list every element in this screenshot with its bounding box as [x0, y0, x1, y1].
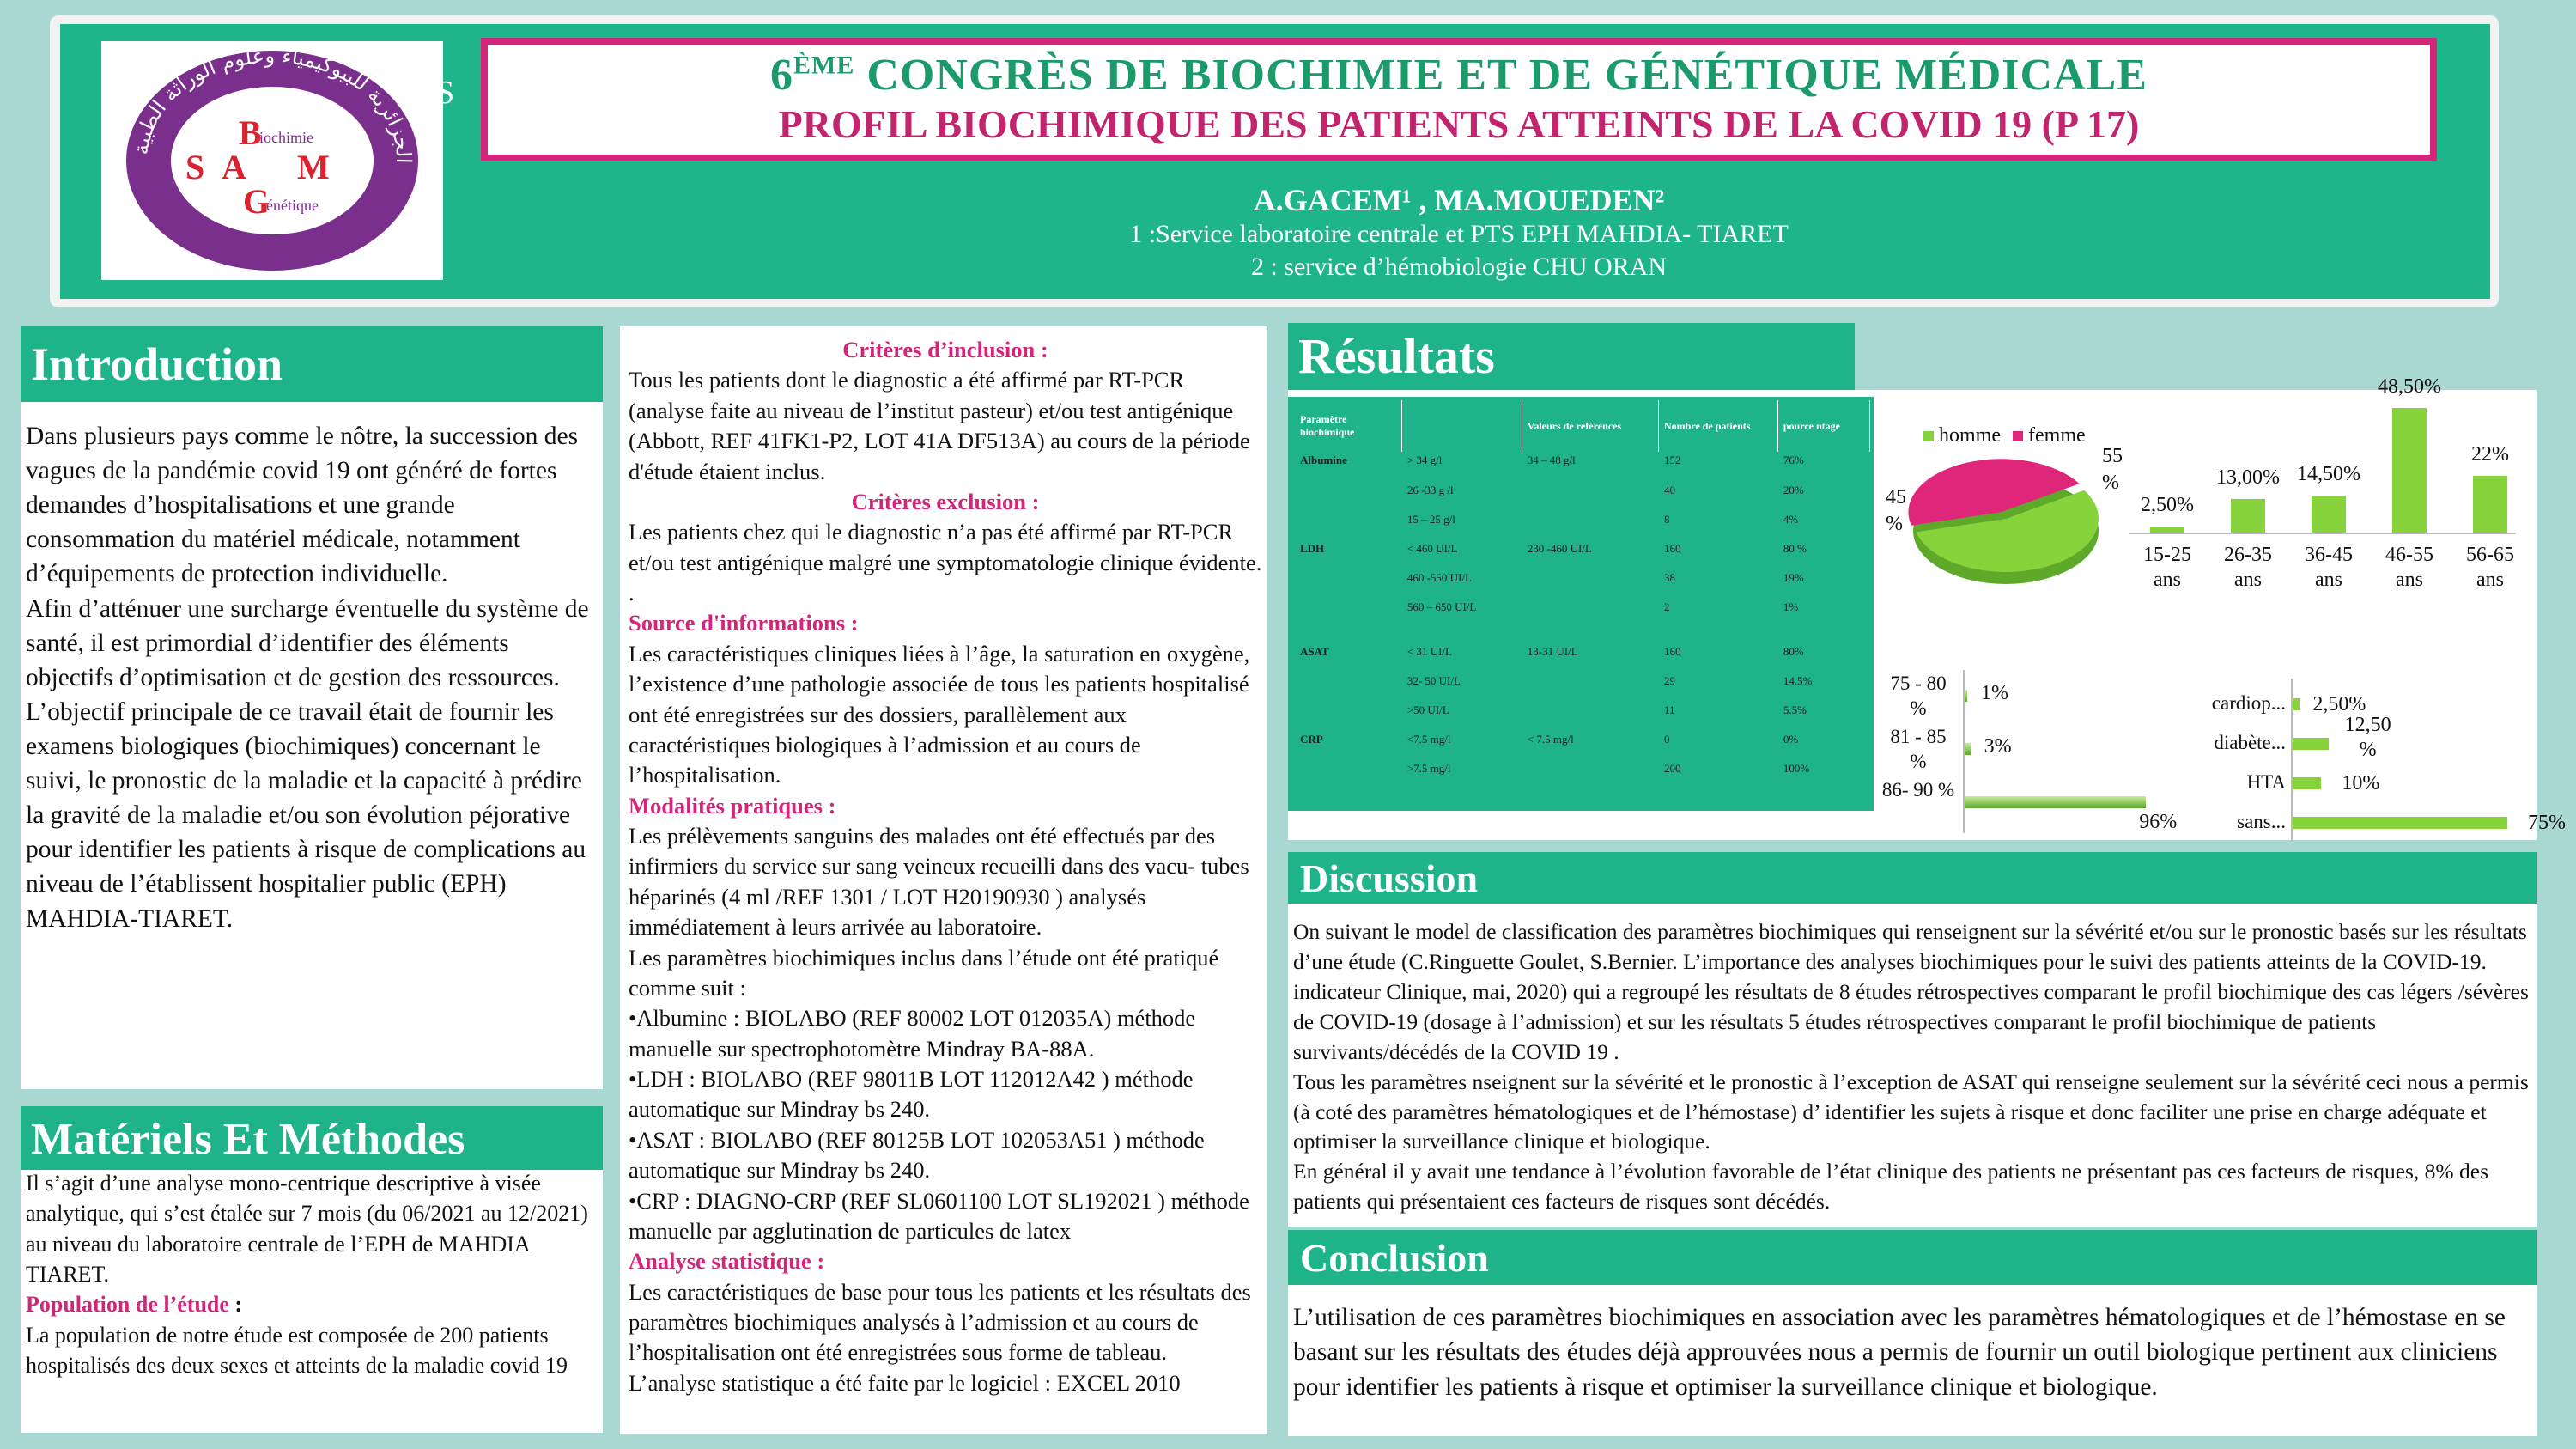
table-cell: >50 UI/L — [1401, 701, 1522, 730]
table-cell: CRP — [1295, 730, 1401, 759]
comorbidity-bar-chart — [2198, 679, 2566, 842]
saturation-category-label: 75 - 80 % — [1890, 673, 1947, 719]
table-cell: 4% — [1777, 510, 1869, 539]
table-cell — [1295, 481, 1401, 510]
comorbidity-bar — [2293, 817, 2507, 829]
legend-label-femme: femme — [2028, 424, 2086, 447]
comorbidity-bar-label: 12,50 % — [2344, 714, 2391, 761]
table-cell: 29 — [1659, 672, 1778, 701]
results-table — [1295, 400, 1870, 789]
table-cell: < 7.5 mg/l — [1522, 730, 1658, 759]
age-bar — [2231, 499, 2265, 533]
table-row — [1295, 481, 1870, 510]
table-cell: 26 -33 g /l — [1401, 481, 1522, 510]
age-category-label: 15-25 ans — [2143, 544, 2191, 591]
title-box — [481, 38, 2437, 161]
conclusion-heading: Conclusion — [1288, 1230, 2537, 1285]
pie-label-homme: 55 % — [2102, 445, 2123, 495]
discussion-heading: Discussion — [1288, 852, 2537, 904]
table-cell: 76% — [1777, 452, 1869, 481]
table-row — [1295, 701, 1870, 730]
discussion-body: On suivant le model de classification des paramètres biochimiques qui renseignent sur la sévérité et/ou sur le pronostic basés sur les résultats d’une étude (C.Ringuette Goulet, S.Bernier. L’importance des analyses biochimiques pour le suivi des patients atteints de la COVID-19. indicateur Clinique, mai, 2020) qui a regroupé les résultats de 8 études rétrospectives comparant le profil biochimique des cas légers /sévères de COVID-19 (dosage à l’admission) et sur les résultats 5 études rétrospectives comparant le profil biochimique de patients survivants/décédés de la COVID 19 . Tous les paramètres nseignent sur la sévérité et le pronostic à l’exception de ASAT qui renseigne seulement sur la sévérité ceci nous a permis (à coté des paramètres hématologiques et de l’hémostase) d’ identifier les sujets à risque et donc faciliter une prise en charge adéquate et optimiser la surveillance clinique et biologique. En général il y avait une tendance à l’évolution favorable de l’état clinique des patients ne présentant pas ces facteurs de risques, 8% des patients qui présentaient ces facteurs de risques sont décédés. — [1293, 919, 2529, 1215]
table-row — [1295, 452, 1870, 481]
table-cell: ASAT — [1295, 642, 1401, 672]
pie-legend — [1923, 424, 2086, 447]
exclusion-heading: Critères exclusion : — [851, 488, 1040, 514]
saturation-bar-label: 3% — [1984, 735, 2012, 758]
comorbidity-category-label: HTA — [2246, 771, 2286, 793]
age-bar-label: 2,50% — [2141, 493, 2194, 516]
table-row — [1295, 730, 1870, 759]
modalities-text: Les prélèvements sanguins des malades ont été effectués par des infirmiers du service sur sang veineux recueilli dans des vacu- tubes héparinés (4 ml /REF 1301 / LOT H20190930 ) analysés immédiatement à leurs arrivée au laboratoire. Les paramètres biochimiques inclus dans l’étude ont été pratiqué comme suit : •Albumine : BIOLABO (REF 80002 LOT 012035A) méthode manuelle sur spectrophotomètre Mindray BA-88A. •LDH : BIOLABO (REF 98011B LOT 112012A42 ) méthode automatique sur Mindray bs 240. •ASAT : BIOLABO (REF 80125B LOT 102053A51 ) méthode automatique sur Mindray bs 240. •CRP : DIAGNO-CRP (REF SL0601100 LOT SL192021 ) méthode manuelle par agglutination de particules de latex — [629, 823, 1249, 1244]
affiliation-1: 1 :Service laboratoire centrale et PTS EPH MAHDIA- TIARET — [1129, 220, 1789, 248]
table-row — [1295, 539, 1870, 569]
table-cell — [1522, 510, 1658, 539]
table-cell: 160 — [1659, 642, 1778, 672]
table-cell — [1295, 759, 1401, 788]
age-bar — [2473, 476, 2507, 533]
population-heading: Population de l’étude — [26, 1292, 229, 1318]
logo-side-letter: S — [436, 75, 455, 111]
saturation-bar-label: 96% — [2139, 811, 2178, 833]
table-cell — [1295, 569, 1401, 598]
table-cell — [1295, 701, 1401, 730]
svg-text:B: B — [239, 113, 262, 152]
table-cell — [1522, 598, 1658, 642]
affiliation-2: 2 : service d’hémobiologie CHU ORAN — [1250, 253, 1668, 281]
age-category-label: 46-55 ans — [2385, 544, 2433, 591]
table-row — [1295, 642, 1870, 672]
authors: A.GACEM¹ , MA.MOUEDEN² — [1253, 183, 1665, 217]
table-row — [1295, 569, 1870, 598]
svg-text:G: G — [243, 182, 270, 221]
age-bar — [2392, 408, 2427, 533]
table-cell: 40 — [1659, 481, 1778, 510]
inclusion-text: Tous les patients dont le diagnostic a été affirmé par RT-PCR (analyse faite au niveau de l’institut pasteur) et/ou test antigénique (Abbott, REF 41FK1-P2, LOT 41A DF513A) au cours de la période d'étude étaient inclus. — [629, 367, 1250, 484]
saturation-category-label: 81 - 85 % — [1890, 726, 1947, 772]
table-cell: <7.5 mg/l — [1401, 730, 1522, 759]
table-cell: < 460 UI/L — [1401, 539, 1522, 569]
age-category-label: 56-65 ans — [2466, 544, 2514, 591]
table-cell — [1522, 759, 1658, 788]
logo-emblem — [101, 41, 443, 280]
table-cell: < 31 UI/L — [1401, 642, 1522, 672]
age-category-label: 26-35 ans — [2224, 544, 2272, 591]
age-category-label: 36-45 ans — [2305, 544, 2353, 591]
table-cell: 19% — [1777, 569, 1869, 598]
svg-text:S: S — [185, 148, 205, 186]
table-header-cell — [1401, 400, 1522, 452]
table-cell: > 34 g/l — [1401, 452, 1522, 481]
table-cell: 200 — [1659, 759, 1778, 788]
table-row — [1295, 672, 1870, 701]
svg-text:iochimie: iochimie — [259, 129, 313, 146]
table-cell: 5.5% — [1777, 701, 1869, 730]
table-cell: 13-31 UI/L — [1522, 642, 1658, 672]
saturation-bar — [1965, 690, 1967, 702]
table-cell: 32- 50 UI/L — [1401, 672, 1522, 701]
comorbidity-bar — [2293, 738, 2329, 750]
table-cell: 2 — [1659, 598, 1778, 642]
pie-slices — [1908, 459, 2099, 584]
table-cell: Albumine — [1295, 452, 1401, 481]
table-cell: 34 – 48 g/l — [1522, 452, 1658, 481]
statistics-text: Les caractéristiques de base pour tous les patients et les résultats des paramètres biochimiques analysés à l’admission et au cours de l’hospitalisation ont été enregistrées sous forme de tableau. L’analyse statistique a été faite par le logiciel : EXCEL 2010 — [629, 1278, 1251, 1396]
comorbidity-bar-label: 2,50% — [2312, 693, 2366, 715]
table-cell: 0 — [1659, 730, 1778, 759]
population-heading-line — [26, 1289, 601, 1319]
table-cell — [1295, 510, 1401, 539]
table-header-cell: Valeurs de références — [1522, 400, 1658, 452]
pie-label-femme: 45 % — [1886, 486, 1906, 536]
poster-title: PROFIL BIOCHIMIQUE DES PATIENTS ATTEINTS DE LA COVID 19 (P 17) — [778, 102, 2140, 146]
methods-heading: Matériels Et Méthodes — [21, 1106, 603, 1170]
age-bar — [2150, 527, 2184, 533]
modalities-heading: Modalités pratiques : — [629, 792, 836, 819]
legend-swatch-femme — [2013, 431, 2023, 441]
svg-text:M: M — [297, 148, 330, 186]
saturation-bar — [1965, 743, 1971, 755]
table-header-cell: Nombre de patients — [1659, 400, 1778, 452]
table-cell: 560 – 650 UI/L — [1401, 598, 1522, 642]
inclusion-heading: Critères d’inclusion : — [842, 337, 1048, 362]
age-bar — [2312, 496, 2346, 533]
table-header-cell: pource ntage — [1777, 400, 1869, 452]
table-body — [1295, 452, 1870, 788]
table-cell — [1522, 701, 1658, 730]
age-bar-label: 14,50% — [2297, 462, 2360, 485]
table-cell: LDH — [1295, 539, 1401, 569]
table-row — [1295, 510, 1870, 539]
table-cell: 11 — [1659, 701, 1778, 730]
introduction-body: Dans plusieurs pays comme le nôtre, la succession des vagues de la pandémie covid 19 ont généré de fortes demandes d’hospitalisations et une grande consommation du matériel médicale, notamment d’équipements de protection individuelle. Afin d’atténuer une surcharge éventuelle du système de santé, il est primordial d’identifier des éléments objectifs d’optimisation et de gestion des ressources. L’objectif principale de ce travail était de fournir les examens biologiques (biochimiques) concernant le suivi, le pronostic de la maladie et la capacité à prédire la gravité de la maladie et/ou son évolution péjorative pour identifier les patients à risque de complications au niveau de l’établissent hospitalier public (EPH) MAHDIA-TIARET. — [26, 423, 589, 933]
age-bar-label: 22% — [2471, 443, 2509, 466]
table-cell: 14.5% — [1777, 672, 1869, 701]
table-cell: 230 -460 UI/L — [1522, 539, 1658, 569]
legend-label-homme: homme — [1939, 424, 2001, 447]
congress-title: 6ÈME CONGRÈS DE BIOCHIMIE ET DE GÉNÉTIQUE MÉDICALE — [770, 51, 2148, 100]
table-header-row — [1295, 400, 1870, 452]
table-cell: 0% — [1777, 730, 1869, 759]
table-cell: 80% — [1777, 642, 1869, 672]
table-cell: 1% — [1777, 598, 1869, 642]
table-row — [1295, 598, 1870, 642]
saturation-bar — [1965, 796, 2146, 808]
saturation-category-label: 86- 90 % — [1881, 779, 1955, 801]
statistics-heading: Analyse statistique : — [629, 1248, 825, 1275]
source-heading: Source d'informations : — [629, 610, 859, 636]
svg-text:A: A — [222, 148, 246, 186]
conclusion-body: L’utilisation de ces paramètres biochimiques en association avec les paramètres hématologiques et de l’hémostase en se basant sur les résultats des études déjà approuvées nous a permis de fournir un outil biologique pertinent aux cliniciens pour identifier les patients à risque et optimiser la surveillance clinique et biologique. — [1293, 1304, 2506, 1401]
age-axis — [2129, 533, 2516, 534]
table-cell: 20% — [1777, 481, 1869, 510]
table-cell: 8 — [1659, 510, 1778, 539]
legend-swatch-homme — [1923, 431, 1934, 441]
comorbidity-bar — [2293, 777, 2321, 789]
svg-text:énétique: énétique — [266, 197, 319, 214]
population-heading-colon: : — [228, 1292, 243, 1318]
table-cell — [1522, 569, 1658, 598]
exclusion-text: Les patients chez qui le diagnostic n’a pas été affirmé par RT-PCR et/ou test antigénique malgré une symptomatologie clinique évidente. . — [629, 519, 1262, 606]
table-header-cell: Paramètre biochimique — [1295, 400, 1401, 452]
comorbidity-bar-label: 75% — [2528, 812, 2566, 834]
methods-text: Il s’agit d’une analyse mono-centrique descriptive à visée analytique, qui s’est étalée sur 7 mois (du 06/2021 au 12/2021) au niveau du laboratoire centrale de l’EPH de MAHDIA TIARET. — [26, 1171, 588, 1288]
results-heading: Résultats — [1288, 323, 1855, 390]
table-cell — [1522, 481, 1658, 510]
table-cell: >7.5 mg/l — [1401, 759, 1522, 788]
saturation-bar-label: 1% — [1981, 682, 2008, 704]
svg-text:الجمعية الجزائرية للبيوكيمياء: الجزائرية للبيوكيمياء وعلوم الوراثة الطبية — [129, 43, 416, 164]
sabm-logo — [101, 41, 443, 280]
table-row — [1295, 759, 1870, 788]
comorbidity-category-label: sans... — [2237, 811, 2286, 832]
comorbidity-category-label: cardiop... — [2211, 692, 2286, 714]
methods-body — [26, 1168, 601, 1381]
table-cell: 460 -550 UI/L — [1401, 569, 1522, 598]
comorbidity-bar-label: 10% — [2342, 772, 2380, 795]
population-text: La population de notre étude est composée de 200 patients hospitalisés des deux sexes et atteints de la maladie covid 19 — [26, 1322, 568, 1379]
comorbidity-category-label: diabète... — [2214, 732, 2286, 753]
table-cell: 15 – 25 g/l — [1401, 510, 1522, 539]
table-cell: 100% — [1777, 759, 1869, 788]
source-text: Les caractéristiques cliniques liées à l’âge, la saturation en oxygène, l’existence d’une pathologie associée de tous les patients hospitalisé ont été enregistrées sur des dossiers, parallèlement aux caractéristiques biologiques à l’admission et au cours de l’hospitalisation. — [629, 640, 1250, 788]
age-bar-label: 48,50% — [2378, 374, 2441, 398]
table-cell: 38 — [1659, 569, 1778, 598]
age-bar-chart — [2129, 374, 2516, 601]
table-cell — [1295, 598, 1401, 642]
methods-detail-body — [629, 335, 1262, 1398]
table-cell — [1522, 672, 1658, 701]
table-cell: 160 — [1659, 539, 1778, 569]
table-cell — [1295, 672, 1401, 701]
saturation-bar-chart — [1880, 670, 2178, 833]
age-bar-label: 13,00% — [2216, 466, 2280, 489]
table-cell: 152 — [1659, 452, 1778, 481]
introduction-heading: Introduction — [21, 326, 603, 402]
table-cell: 80 % — [1777, 539, 1869, 569]
comorbidity-bar — [2293, 698, 2300, 710]
